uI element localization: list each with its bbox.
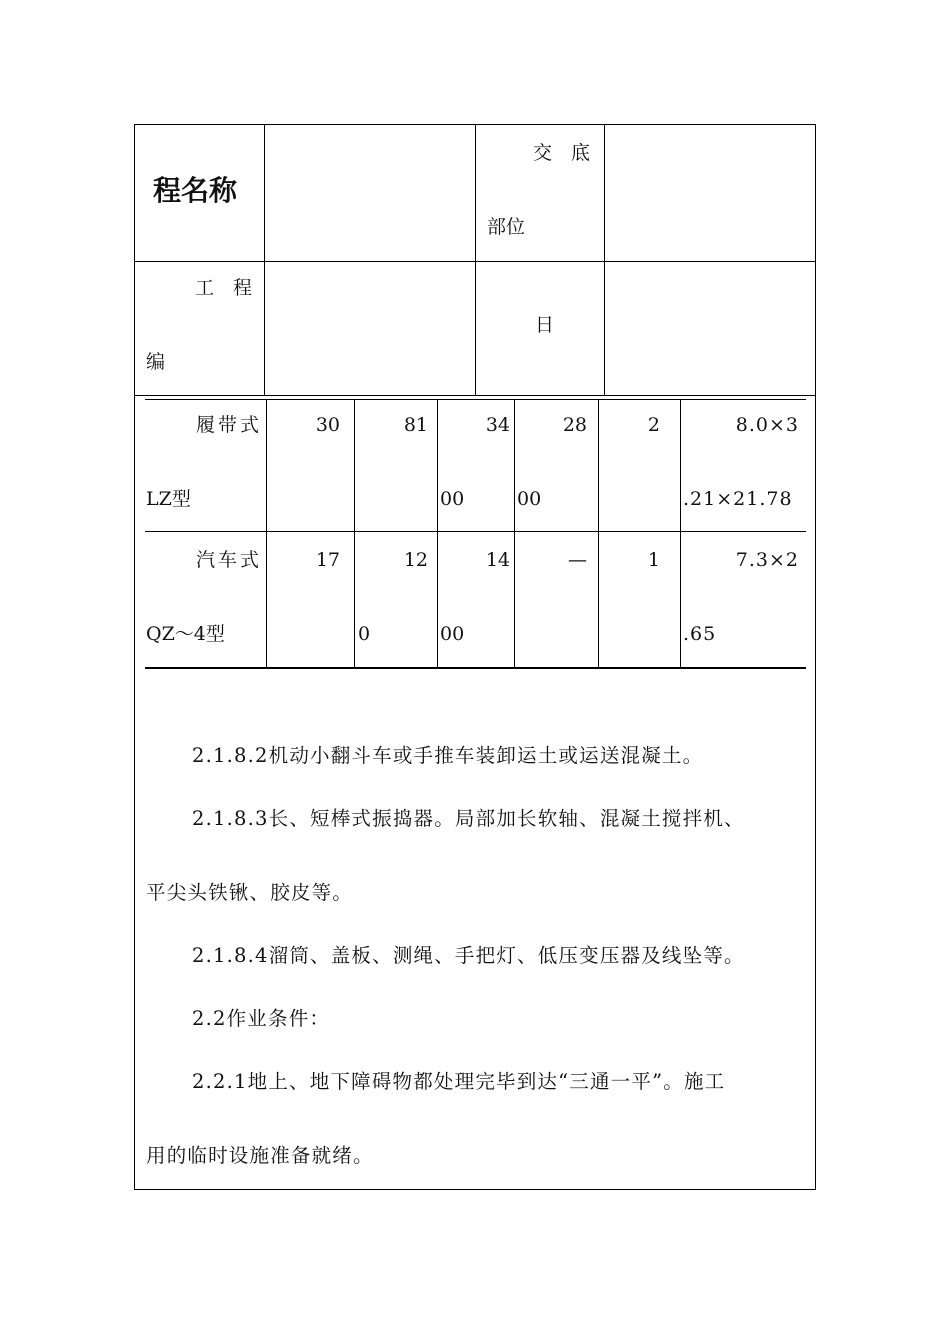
disclosure-label-line1: 交 底 (533, 142, 591, 164)
row2-col3-line1: 14 (485, 549, 510, 571)
paragraph-2-2-heading: 2.2作业条件： (192, 1007, 331, 1030)
header-col-divider-1 (264, 124, 265, 396)
paragraph-2-2-1-line2: 用的临时设施准备就绪。 (146, 1144, 374, 1167)
row2-col5: 1 (647, 549, 660, 571)
paragraph-2-1-8-2: 2.1.8.2机动小翻斗车或手推车装卸运土或运送混凝土。 (192, 744, 704, 767)
equipment-table-bottom-line (145, 667, 806, 669)
row2-col3-line2: 00 (440, 623, 465, 645)
row1-col3-line2: 00 (440, 488, 465, 510)
row1-col5: 2 (647, 414, 660, 436)
equipment-table-top-line (145, 399, 806, 400)
row2-name-line2: QZ～4型 (146, 623, 225, 645)
row1-col3-line1: 34 (485, 414, 510, 436)
row2-col2-line2: 0 (358, 623, 371, 645)
row1-col4-line2: 00 (517, 488, 542, 510)
row2-col6-line2: .65 (683, 623, 717, 645)
equipment-col-divider-5 (598, 399, 599, 668)
equipment-col-divider-2 (354, 399, 355, 668)
header-col-divider-3 (604, 124, 605, 396)
header-col-divider-2 (475, 124, 476, 396)
paragraph-2-2-1-line1: 2.2.1地上、地下障碍物都处理完毕到达“三通一平”。施工 (192, 1070, 726, 1093)
disclosure-label-line2: 部位 (487, 216, 526, 238)
row2-col1: 17 (315, 549, 340, 571)
paragraph-2-1-8-3-line2: 平尖头铁锹、胶皮等。 (146, 881, 354, 904)
row1-name-line2: LZ型 (146, 488, 191, 510)
row2-col6-line1: 7.3×2 (735, 549, 799, 571)
row1-col1: 30 (315, 414, 340, 436)
paragraph-2-1-8-4: 2.1.8.4溜筒、盖板、测绳、手把灯、低压变压器及线坠等。 (192, 944, 745, 967)
row1-name-line1: 履带式 (196, 414, 263, 436)
date-label: 日 (535, 314, 555, 336)
equipment-col-divider-6 (680, 399, 681, 668)
row1-col6-line2: .21×21.78 (683, 488, 793, 510)
project-no-label-line2: 编 (146, 351, 166, 373)
paragraph-2-1-8-3-line1: 2.1.8.3长、短棒式振捣器。局部加长软轴、混凝土搅拌机、 (192, 807, 745, 830)
equipment-col-divider-3 (437, 399, 438, 668)
equipment-col-divider-4 (514, 399, 515, 668)
row2-col2-line1: 12 (403, 549, 428, 571)
equipment-col-divider-1 (266, 399, 267, 668)
row1-col2: 81 (403, 414, 428, 436)
project-no-label-line1: 工 程 (195, 277, 253, 299)
row1-col4-line1: 28 (562, 414, 587, 436)
row2-name-line1: 汽车式 (196, 549, 263, 571)
project-name-label: 程名称 (153, 174, 238, 207)
equipment-table-row-divider (145, 531, 806, 532)
row1-col6-line1: 8.0×3 (735, 414, 799, 436)
row2-col4: — (568, 549, 587, 571)
